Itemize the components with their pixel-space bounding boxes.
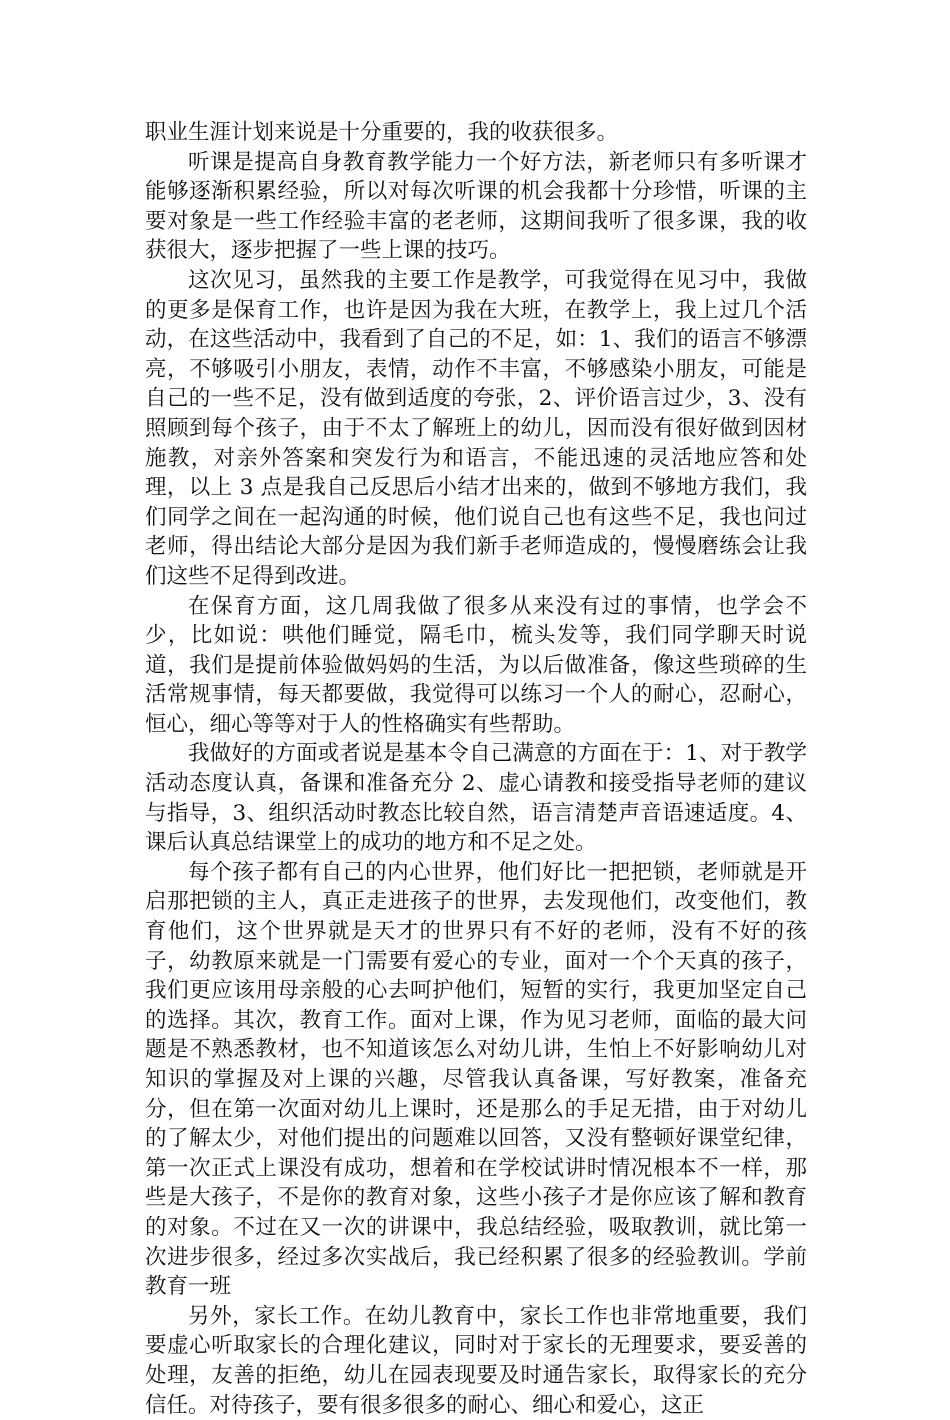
paragraph: 另外，家长工作。在幼儿教育中，家长工作也非常地重要，我们要虚心听取家长的合理化建议，同时对于家长的无理要求，要妥善的处理，友善的拒绝，幼儿在园表现要及时通告家长，取得家长的充分信任。对待孩子，要有很多很多的耐心、细心和爱心，这正 xyxy=(145,1303,807,1418)
paragraph: 每个孩子都有自己的内心世界，他们好比一把把锁，老师就是开启那把锁的主人，真正走进孩子的世界，去发现他们，改变他们，教育他们，这个世界就是天才的世界只有不好的老师，没有不好的孩子，幼教原来就是一门需要有爱心的专业，面对一个个天真的孩子，我们更应该用母亲般的心去呵护他们，短暂的实行，我更加坚定自己的选择。其次，教育工作。面对上课，作为见习老师，面临的最大问题是不熟悉教材，也不知道该怎么对幼儿讲，生怕上不好影响幼儿对知识的掌握及对上课的兴趣，尽管我认真备课，写好教案，准备充分，但在第一次面对幼儿上课时，还是那么的手足无措，由于对幼儿的了解太少，对他们提出的问题难以回答，又没有整顿好课堂纪律，第一次正式上课没有成功，想着和在学校试讲时情况根本不一样，那些是大孩子，不是你的教育对象，这些小孩子才是你应该了解和教育的对象。不过在又一次的讲课中，我总结经验，吸取教训，就比第一次进步很多，经过多次实战后，我已经积累了很多的经验教训。学前教育一班 xyxy=(145,859,807,1300)
document-body xyxy=(145,118,807,1420)
paragraph: 这次见习，虽然我的主要工作是教学，可我觉得在见习中，我做的更多是保育工作，也许是因为我在大班，在教学上，我上过几个活动，在这些活动中，我看到了自己的不足，如：1、我们的语言不够漂亮，不够吸引小朋友，表情，动作不丰富，不够感染小朋友，可能是自己的一些不足，没有做到适度的夸张，2、评价语言过少，3、没有照顾到每个孩子，由于不太了解班上的幼儿，因而没有很好做到因材施教，对亲外答案和突发行为和语言，不能迅速的灵活地应答和处理，以上 3 点是我自己反思后小结才出来的，做到不够地方我们，我们同学之间在一起沟通的时候，他们说自己也有这些不足，我也问过老师，得出结论大部分是因为我们新手老师造成的，慢慢磨练会让我们这些不足得到改进。 xyxy=(145,267,807,589)
paragraph: 在保育方面，这几周我做了很多从来没有过的事情，也学会不少，比如说：哄他们睡觉，隔毛巾，梳头发等，我们同学聊天时说道，我们是提前体验做妈妈的生活，为以后做准备，像这些琐碎的生活常规事情，每天都要做，我觉得可以练习一个人的耐心，忍耐心，恒心，细心等等对于人的性格确实有些帮助。 xyxy=(145,593,807,737)
paragraph: 职业生涯计划来说是十分重要的，我的收获很多。 xyxy=(145,120,619,145)
paragraph: 我做好的方面或者说是基本令自己满意的方面在于：1、对于教学活动态度认真，备课和准备充分 2、虚心请教和接受指导老师的建议与指导，3、组织活动时教态比较自然，语言清楚声音语速适度。4、课后认真总结课堂上的成功的地方和不足之处。 xyxy=(145,741,807,856)
paragraph: 听课是提高自身教育教学能力一个好方法，新老师只有多听课才能够逐渐积累经验，所以对每次听课的机会我都十分珍惜，听课的主要对象是一些工作经验丰富的老老师，这期间我听了很多课，我的收获很大，逐步把握了一些上课的技巧。 xyxy=(145,149,807,264)
